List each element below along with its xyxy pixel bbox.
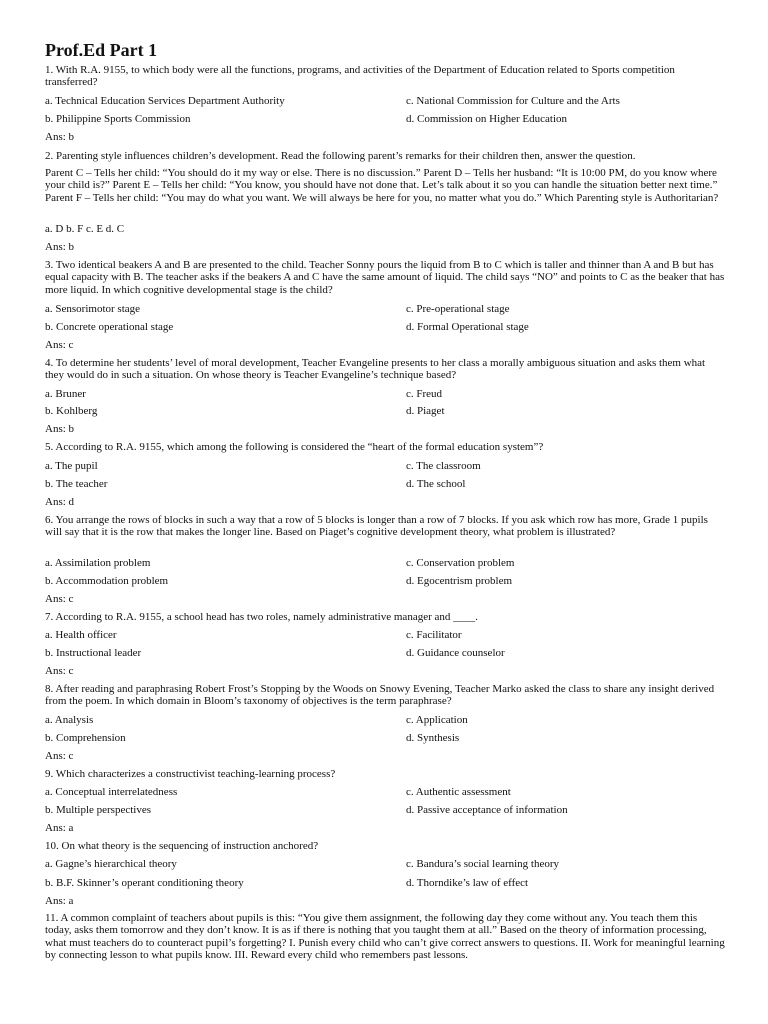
option-a: a. Technical Education Services Department Authority (45, 95, 285, 107)
option-c: c. Application (406, 714, 468, 726)
question-text: 6. You arrange the rows of blocks in such a way that a row of 5 blocks is longer than a row of 7 blocks. If you ask which row has more, Grade 1 pupils will say that it is the row that makes the longer line. Based on Piaget’s cognitive development theory, what problem is illustrated? (45, 514, 708, 539)
answer-10-wrap (45, 895, 725, 907)
options-4b (45, 405, 725, 417)
option-a: a. Assimilation problem (45, 557, 151, 569)
options-6a (45, 557, 725, 569)
options-8b (45, 732, 725, 744)
option-b: b. Instructional leader (45, 647, 142, 659)
answer-7: Ans: c (45, 665, 74, 677)
answer-4-wrap (45, 423, 725, 435)
option-a: a. Conceptual interrelatedness (45, 786, 178, 798)
question-11 (45, 912, 725, 962)
option-a: a. Analysis (45, 714, 94, 726)
question-text: 10. On what theory is the sequencing of instruction anchored? (45, 840, 319, 852)
question-7 (45, 611, 725, 623)
option-b: b. Multiple perspectives (45, 804, 152, 816)
answer-2-wrap (45, 241, 725, 253)
answer-6: Ans: c (45, 593, 74, 605)
question-text: 3. Two identical beakers A and B are presented to the child. Teacher Sonny pours the liquid from B to C which is taller and thinner than A and B but has equal capacity with B. The teacher asks if the beakers A and C have the same amount of liquid. The child says “NO” and points to C as the beaker that has more liquid. In which cognitive developmental stage is the child? (45, 259, 725, 296)
option-b: b. Kohlberg (45, 405, 98, 417)
answer-8-wrap (45, 750, 725, 762)
options-5a (45, 460, 725, 472)
options-7a (45, 629, 725, 641)
answer-3: Ans: c (45, 339, 74, 351)
option-c: c. National Commission for Culture and the Arts (406, 95, 620, 107)
options-3b (45, 321, 725, 333)
option-a: a. Bruner (45, 388, 86, 400)
question-5 (45, 441, 725, 453)
options-3a (45, 303, 725, 315)
option-c: c. Facilitator (406, 629, 462, 641)
option-d: d. Thorndike’s law of effect (406, 877, 529, 889)
answer-3-wrap (45, 339, 725, 351)
question-text: 4. To determine her students’ level of moral development, Teacher Evangeline presents to her class a morally ambiguous situation and asks them what they would do in such a situation. On whose theory is Teacher Evangeline’s technique based? (45, 357, 706, 382)
options-inline: a. D b. F c. E d. C (45, 223, 125, 235)
option-c: c. Pre-operational stage (406, 303, 510, 315)
option-d: d. Egocentrism problem (406, 575, 513, 587)
options-9b (45, 804, 725, 816)
question-9 (45, 768, 725, 780)
answer-5: Ans: d (45, 496, 75, 508)
context-2-wrap (45, 167, 725, 204)
option-d: d. The school (406, 478, 466, 490)
question-2 (45, 150, 725, 162)
question-8 (45, 683, 725, 708)
question-text: 11. A common complaint of teachers about pupils is this: “You give them assignment, the following day they come without any. You teach them this today, asks them tomorrow and they don’t know. It is as if there is nothing that you taught them at all.” Based on the theory of information processing, what must teachers do to counteract pupil’s forgetting? I. Punish every child who can’t give correct answers to questions. II. Work for meaningful learning by connecting lesson to what pupils know. III. Reward every child who remembers past lessons. (45, 912, 725, 962)
option-a: a. Health officer (45, 629, 117, 641)
options-10a (45, 858, 725, 870)
question-text: 1. With R.A. 9155, to which body were all the functions, programs, and activities of the Department of Education related to Sports competition transferred? (45, 64, 675, 89)
options-8a (45, 714, 725, 726)
question-text: 7. According to R.A. 9155, a school head has two roles, namely administrative manager and ____. (45, 611, 478, 623)
options-2-wrap (45, 223, 725, 235)
option-b: b. Concrete operational stage (45, 321, 174, 333)
option-b: b. The teacher (45, 478, 108, 490)
answer-2: Ans: b (45, 241, 75, 253)
question-text: 8. After reading and paraphrasing Robert Frost’s Stopping by the Woods on Snowy Evening, Teacher Marko asked the class to share any insight derived from the poem. In which domain in Bloom’s taxonomy of objectives is the term paraphrase? (45, 683, 715, 708)
option-b: b. B.F. Skinner’s operant conditioning theory (45, 877, 244, 889)
options-9a (45, 786, 725, 798)
options-6b (45, 575, 725, 587)
option-d: d. Guidance counselor (406, 647, 505, 659)
option-c: c. Freud (406, 388, 443, 400)
answer-1: Ans: b (45, 131, 75, 143)
answer-8: Ans: c (45, 750, 74, 762)
answer-6-wrap (45, 593, 725, 605)
question-4 (45, 357, 725, 382)
option-c: c. Conservation problem (406, 557, 515, 569)
answer-9-wrap (45, 822, 725, 834)
option-d: d. Synthesis (406, 732, 460, 744)
question-context: Parent C – Tells her child: “You should do it my way or else. There is no discussion.” Parent D – Tells her husband: “It is 10:00 PM, do you know where your child is?” Parent E – Tells her child: “You know, you should have not done that. Let’s talk about it so you can handle the situation better next time.” Parent F – Tells her child: “You may do what you want. We will always be here for you, no matter what you do.” Which Parenting style is Authoritarian? (45, 167, 719, 204)
options-7b (45, 647, 725, 659)
option-d: d. Formal Operational stage (406, 321, 529, 333)
question-text: 5. According to R.A. 9155, which among the following is considered the “heart of the formal education system”? (45, 441, 544, 453)
option-d: d. Passive acceptance of information (406, 804, 568, 816)
option-b: b. Comprehension (45, 732, 126, 744)
option-a: a. Gagne’s hierarchical theory (45, 858, 177, 870)
option-b: b. Philippine Sports Commission (45, 113, 191, 125)
answer-1-wrap (45, 131, 725, 143)
option-b: b. Accommodation problem (45, 575, 169, 587)
options-10b (45, 877, 725, 889)
answer-10: Ans: a (45, 895, 74, 907)
options-4a (45, 388, 725, 400)
option-d: d. Piaget (406, 405, 445, 417)
option-c: c. Bandura’s social learning theory (406, 858, 560, 870)
option-a: a. Sensorimotor stage (45, 303, 141, 315)
options-1b (45, 113, 725, 125)
option-a: a. The pupil (45, 460, 98, 472)
option-d: d. Commission on Higher Education (406, 113, 568, 125)
option-c: c. The classroom (406, 460, 481, 472)
options-5b (45, 478, 725, 490)
question-1 (45, 64, 725, 89)
question-6 (45, 514, 725, 539)
page-title: Prof.Ed Part 1 (45, 40, 158, 60)
question-3 (45, 259, 725, 296)
option-c: c. Authentic assessment (406, 786, 511, 798)
answer-5-wrap (45, 496, 725, 508)
options-1 (45, 95, 725, 107)
question-text: 2. Parenting style influences children’s development. Read the following parent’s remarks for their children then, answer the question. (45, 150, 636, 162)
answer-9: Ans: a (45, 822, 74, 834)
answer-4: Ans: b (45, 423, 75, 435)
question-text: 9. Which characterizes a constructivist teaching-learning process? (45, 768, 336, 780)
answer-7-wrap (45, 665, 725, 677)
question-10 (45, 840, 725, 852)
